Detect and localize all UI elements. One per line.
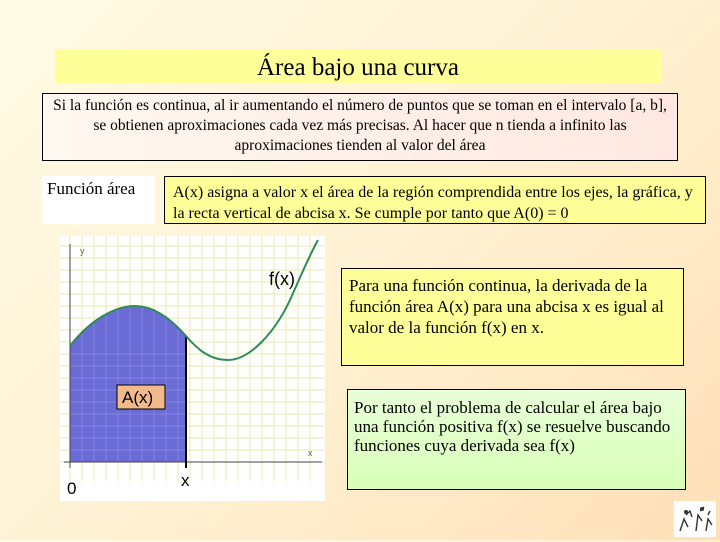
figure-sketch-icon [674,501,716,537]
page-title: Área bajo una curva [55,49,661,83]
origin-label: 0 [67,479,77,498]
conclusion-text-box: Por tanto el problema de calcular el área bajo una función positiva f(x) se resuelve buscando funciones cuya derivada sea f(x) [347,389,686,490]
y-axis-small-label: y [80,246,85,256]
funcion-area-label: Función área [42,176,155,224]
x-tick-label: x [181,471,190,490]
fx-label: f(x) [269,269,295,289]
derivative-text-box: Para una función continua, la derivada de la función área A(x) para una abcisa x es igual al valor de la función f(x) en x. [341,268,684,366]
ax-label: A(x) [122,388,154,407]
intro-text-box: Si la función es continua, al ir aumentando el número de puntos que se toman en el intervalo [a, b], se obtienen aproximaciones cada vez más precisas. Al hacer que n tienda a infinito las aproximaciones tienden al valor del área [42,93,678,161]
area-function-graph [60,236,325,501]
definition-text-box: A(x) asigna a valor x el área de la región comprendida entre los ejes, la gráfica, y la recta vertical de abcisa x. Se cumple por tanto que A(0) = 0 [164,176,706,224]
x-axis-small-label: x [308,448,313,458]
shaded-area-region [70,306,186,462]
corner-logo-image [674,501,716,537]
